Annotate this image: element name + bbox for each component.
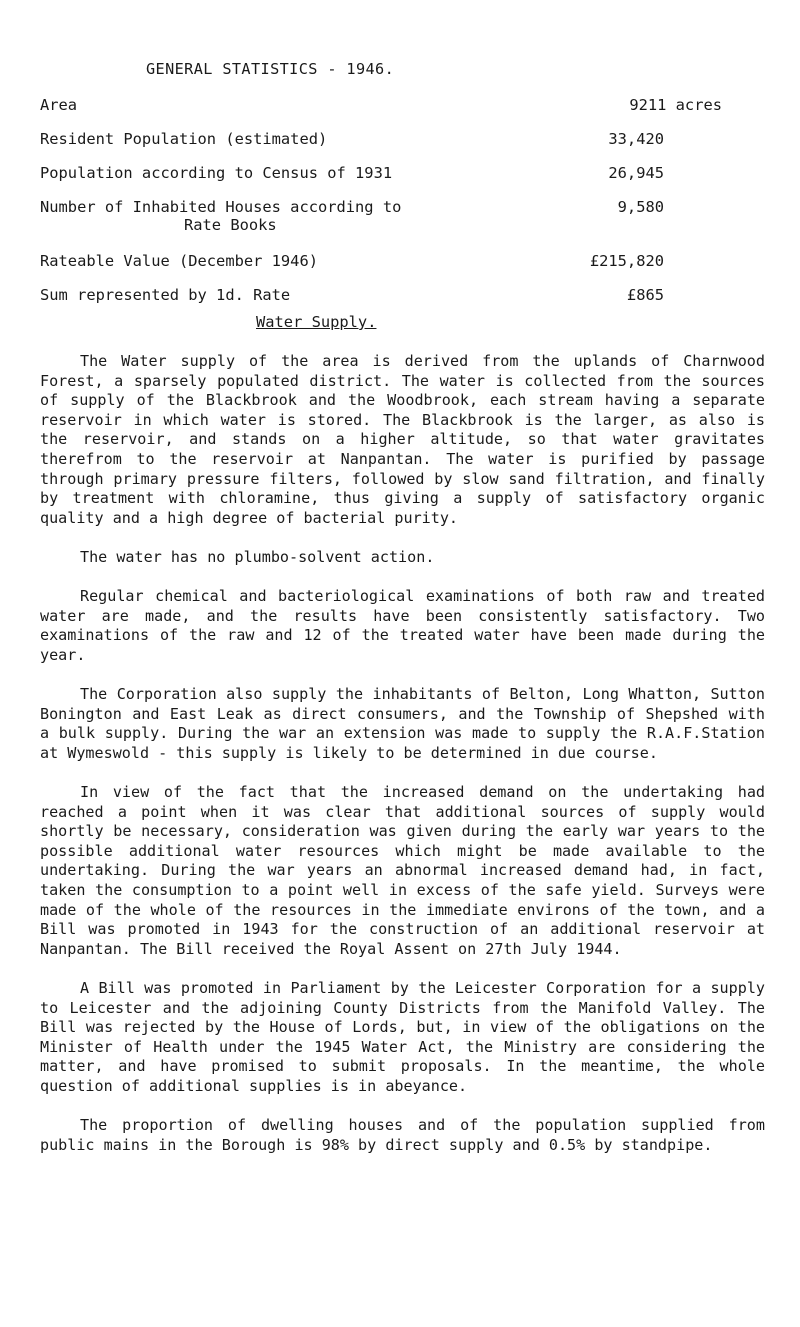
stat-row-penny-rate (40, 286, 760, 320)
stat-row-inhabited-houses (40, 198, 760, 252)
stat-label (40, 130, 327, 148)
paragraph-examinations: Regular chemical and bacteriological examinations of both raw and treated water are made, and the results have been consistently satisfactory. Two examinations of the raw and 12 of the treated water have been made during the year. (40, 587, 765, 664)
stat-label (40, 252, 318, 270)
paragraph-water-source: The Water supply of the area is derived from the uplands of Charnwood Forest, a sparsely populated district. The water is collected from the sources of supply of the Blackbrook and the Woodbrook, each stream having a separate reservoir in which water is stored. The Blackbrook is the larger, as also is the reservoir, and stands on a higher altitude, so that water gravitates therefrom to the reservoir at Nanpantan. The water is purified by passage through primary pressure filters, followed by slow sand filtration, and finally by treatment with chloramine, thus giving a supply of satisfactory organic quality and a high degree of bacterial purity. (40, 352, 765, 527)
paragraph-proportion-supplied: The proportion of dwelling houses and of the population supplied from public mains in the Borough is 98% by direct supply and 0.5% by standpipe. (40, 1116, 765, 1154)
statistics-table (40, 96, 760, 320)
stat-value: 26,945 (608, 164, 664, 182)
stat-value: 33,420 (608, 130, 664, 148)
page-title: GENERAL STATISTICS - 1946. (146, 60, 395, 78)
body-text (40, 352, 765, 1175)
paragraph-consumers: The Corporation also supply the inhabitants of Belton, Long Whatton, Sutton Bonington and East Leak as direct consumers, and the Township of Shepshed with a bulk supply. During the war an extension was made to supply the R.A.F.Station at Wymeswold - this supply is likely to be determined in due course. (40, 685, 765, 762)
stat-value: 9,580 (617, 198, 664, 216)
section-heading-water-supply (256, 313, 376, 331)
stat-label-text: Resident Population (estimated) (40, 130, 328, 148)
stat-label-text: Rateable Value (December 1946) (40, 252, 318, 270)
stat-label-text: Sum represented by 1d. Rate (40, 286, 291, 304)
stat-label-continuation: Rate Books (184, 216, 277, 234)
stat-label-text: Area (40, 96, 78, 114)
stat-label-text: Number of Inhabited Houses according to (40, 198, 402, 216)
stat-value: 9211 acres (629, 96, 722, 114)
stat-label (40, 286, 290, 304)
section-heading-text: Water Supply. (256, 313, 377, 331)
paragraph-additional-resources: In view of the fact that the increased demand on the undertaking had reached a point when it was clear that additional sources of supply would shortly be necessary, consideration was given during the early war years to the possible additional water resources which might be made available to the undertaking. During the war years an abnormal increased demand had, in fact, taken the consumption to a point well in excess of the safe yield. Surveys were made of the whole of the resources in the immediate environs of the town, and a Bill was promoted in 1943 for the construction of an additional reservoir at Nanpantan. The Bill received the Royal Assent on 27th July 1944. (40, 783, 765, 958)
stat-row-resident-population (40, 130, 760, 164)
stat-row-area (40, 96, 760, 130)
stat-value: £215,820 (589, 252, 664, 270)
stat-label (40, 96, 77, 114)
paragraph-leicester-bill: A Bill was promoted in Parliament by the Leicester Corporation for a supply to Leicester and the adjoining County Districts from the Manifold Valley. The Bill was rejected by the House of Lords, but, in view of the obligations on the Minister of Health under the 1945 Water Act, the Ministry are considering the matter, and have promised to submit proposals. In the meantime, the whole question of additional supplies is in abeyance. (40, 979, 765, 1095)
paragraph-plumbo-solvent: The water has no plumbo-solvent action. (80, 547, 435, 566)
stat-label-text: Population according to Census of 1931 (40, 164, 393, 182)
stat-row-census-population (40, 164, 760, 198)
stat-label (40, 198, 401, 234)
stat-value: £865 (626, 286, 664, 304)
stat-row-rateable-value (40, 252, 760, 286)
stat-label (40, 164, 392, 182)
